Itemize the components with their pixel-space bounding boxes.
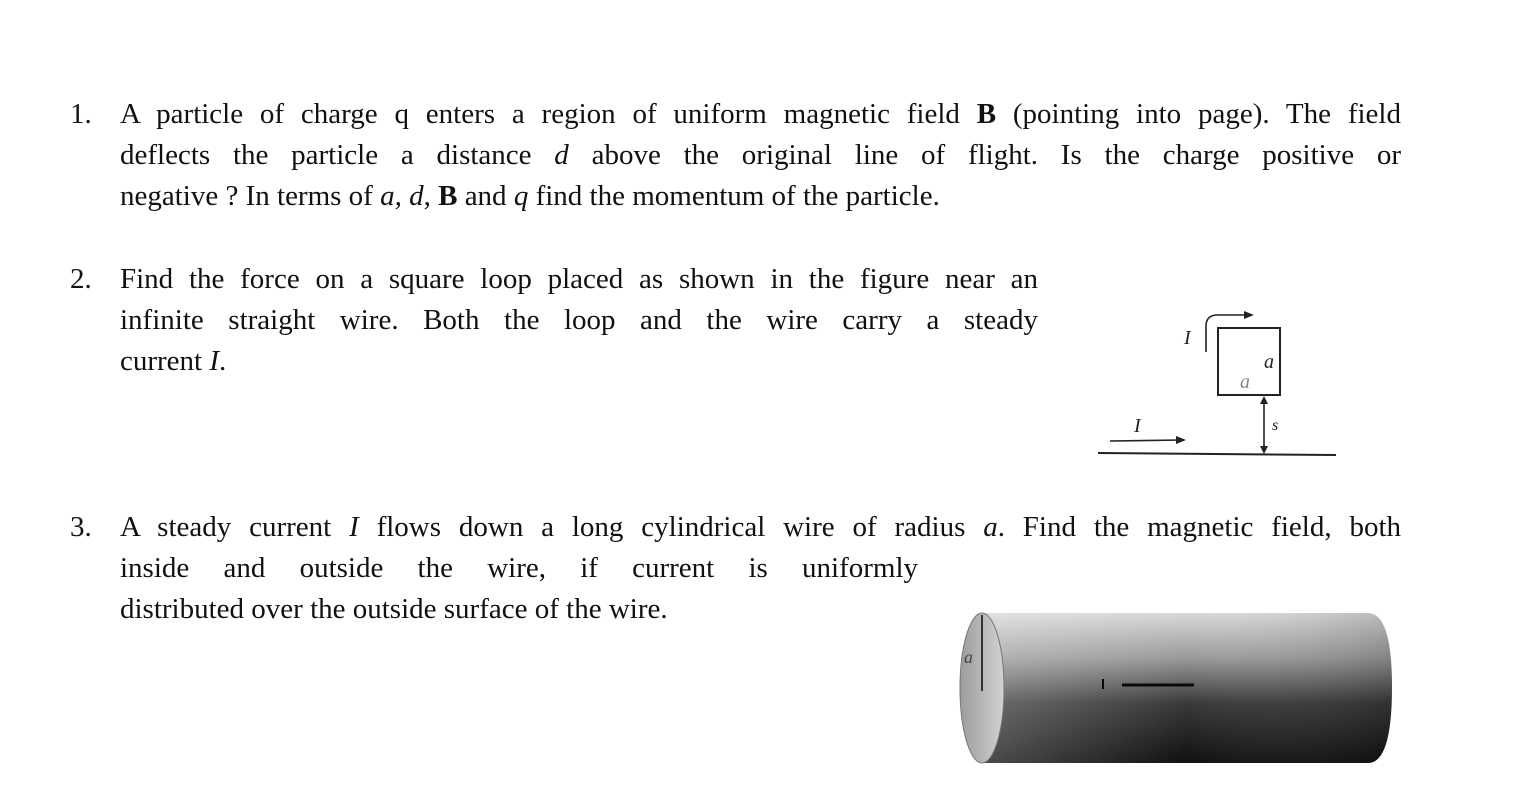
text-span: A particle of charge q enters a region of uniform magnetic field	[120, 98, 977, 130]
problem-number: 3.	[70, 511, 92, 543]
loop-wire-figure	[1090, 300, 1350, 470]
text-span: .	[219, 345, 227, 377]
italic-symbol: a, d	[380, 180, 424, 212]
text-span: Find the force on a square loop placed as shown in the figure near an	[120, 263, 1038, 295]
problem-line	[120, 259, 1038, 300]
text-span: infinite straight wire. Both the loop and the wire carry a steady	[120, 304, 1038, 336]
problem-line	[120, 94, 1401, 135]
text-span: find the momentum of the particle.	[528, 180, 940, 212]
italic-symbol: a	[983, 511, 998, 543]
italic-symbol: I	[209, 345, 220, 377]
infinite-wire	[1098, 453, 1336, 455]
cylinder-figure	[950, 605, 1400, 775]
text-span: ,	[423, 180, 439, 212]
problem-line	[120, 300, 1038, 341]
problem-line	[120, 341, 1038, 382]
radius-label: a	[964, 647, 973, 667]
wire-current-arrow	[1110, 440, 1182, 441]
problem-line	[120, 176, 1401, 217]
cylinder-shading	[982, 613, 1392, 763]
text-span: negative ? In terms of	[120, 180, 381, 212]
loop-side-label: a	[1264, 351, 1274, 373]
text-span: inside and outside the wire, if current is uniformly	[120, 552, 918, 584]
loop-current-arrow	[1206, 315, 1248, 352]
text-span: and	[457, 180, 514, 212]
loop-side-label: a	[1240, 371, 1250, 393]
wire-current-label: I	[1134, 415, 1141, 437]
distance-arrowhead-up	[1260, 396, 1268, 404]
loop-current-label: I	[1184, 327, 1191, 349]
italic-symbol: I	[349, 511, 359, 543]
bold-symbol: B	[438, 180, 458, 212]
italic-symbol: q	[513, 180, 529, 212]
problem-number: 1.	[70, 98, 92, 130]
problem-text	[120, 94, 1401, 217]
wire-arrowhead	[1176, 436, 1186, 444]
text-span: . Find the magnetic field, both	[997, 511, 1402, 543]
italic-symbol: d	[554, 139, 569, 171]
text-span: (pointing into page). The field	[996, 98, 1401, 130]
distance-arrowhead-down	[1260, 446, 1268, 454]
distance-label: s	[1272, 417, 1279, 434]
problem-line	[120, 548, 918, 589]
text-span: current	[120, 345, 210, 377]
problem-line	[120, 135, 1401, 176]
problem-line	[120, 507, 1401, 548]
loop-arrowhead	[1244, 311, 1254, 319]
text-span: distributed over the outside surface of the wire.	[120, 593, 668, 625]
text-span: flows down a long cylindrical wire of radius	[358, 511, 984, 543]
bold-symbol: B	[976, 98, 997, 130]
text-span: A steady current	[120, 511, 350, 543]
text-span: above the original line of flight. Is the charge positive or	[568, 139, 1401, 171]
problem-number: 2.	[70, 263, 92, 295]
problem-text	[120, 259, 1038, 382]
text-span: deflects the particle a distance	[120, 139, 555, 171]
